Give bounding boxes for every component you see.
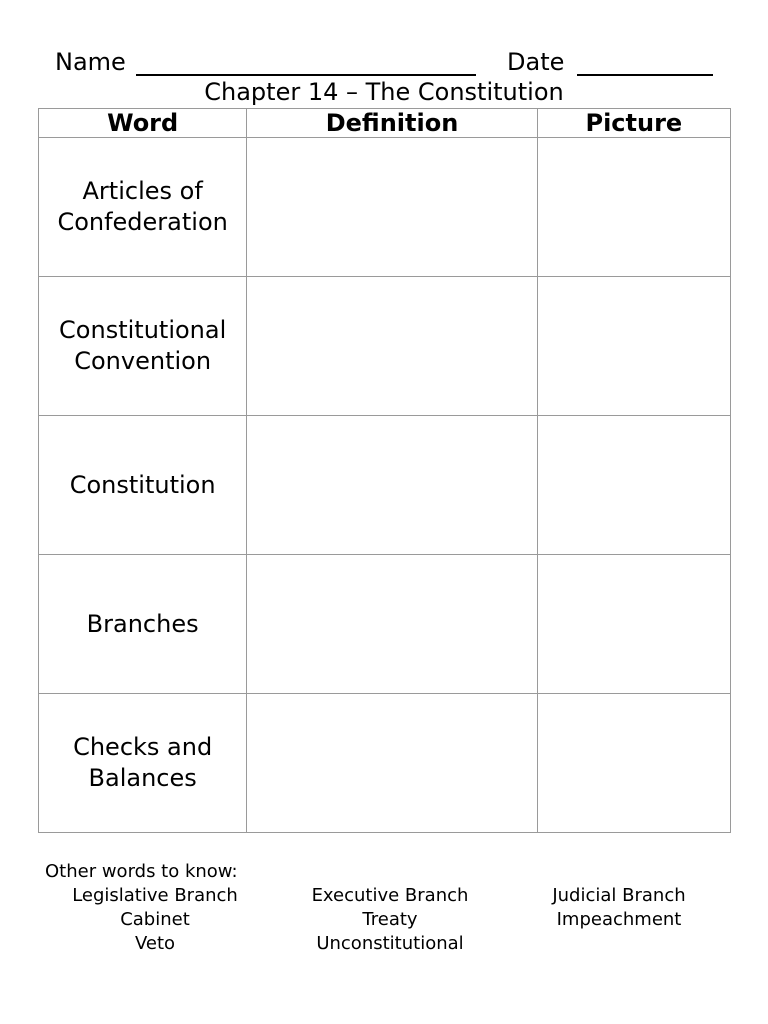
definition-cell[interactable] [247, 138, 537, 277]
other-word: Executive Branch [311, 885, 469, 906]
definition-cell[interactable] [247, 416, 537, 555]
vocabulary-table [38, 108, 731, 833]
other-word: Cabinet [120, 909, 190, 930]
table-row [39, 138, 731, 277]
definition-cell[interactable] [247, 694, 537, 833]
column-header-definition: Definition [247, 109, 537, 138]
definition-cell[interactable] [247, 555, 537, 694]
other-words-label: Other words to know: [45, 861, 238, 882]
other-word: Judicial Branch [552, 885, 686, 906]
picture-cell[interactable] [537, 277, 730, 416]
other-word: Treaty [362, 909, 418, 930]
other-word: Impeachment [556, 909, 682, 930]
name-label: Name [55, 48, 126, 76]
word-line: Convention [74, 347, 212, 375]
column-header-word: Word [39, 109, 247, 138]
word-cell [39, 416, 247, 555]
picture-cell[interactable] [537, 138, 730, 277]
table-header-row [39, 109, 731, 138]
word-line: Branches [86, 609, 199, 638]
table-row [39, 694, 731, 833]
word-line: Confederation [57, 208, 228, 236]
table-row [39, 416, 731, 555]
other-words-column [55, 884, 255, 956]
word-cell [39, 694, 247, 833]
other-word: Legislative Branch [72, 885, 238, 906]
other-words-column [290, 884, 490, 956]
column-header-picture: Picture [537, 109, 730, 138]
other-word: Veto [134, 933, 176, 954]
header-line [0, 46, 768, 78]
other-words-column [520, 884, 718, 932]
table-row [39, 277, 731, 416]
picture-cell[interactable] [537, 416, 730, 555]
picture-cell[interactable] [537, 694, 730, 833]
table-row [39, 555, 731, 694]
word-line: Constitution [69, 470, 216, 499]
word-line: Balances [88, 764, 197, 792]
word-cell [39, 138, 247, 277]
chapter-title: Chapter 14 – The Constitution [204, 78, 564, 106]
word-cell [39, 277, 247, 416]
other-word: Unconstitutional [316, 933, 464, 954]
picture-cell[interactable] [537, 555, 730, 694]
word-line: Checks and [73, 733, 213, 761]
word-line: Constitutional [59, 316, 227, 344]
definition-cell[interactable] [247, 277, 537, 416]
date-label: Date [507, 48, 565, 76]
word-line: Articles of [82, 177, 203, 205]
word-cell [39, 555, 247, 694]
